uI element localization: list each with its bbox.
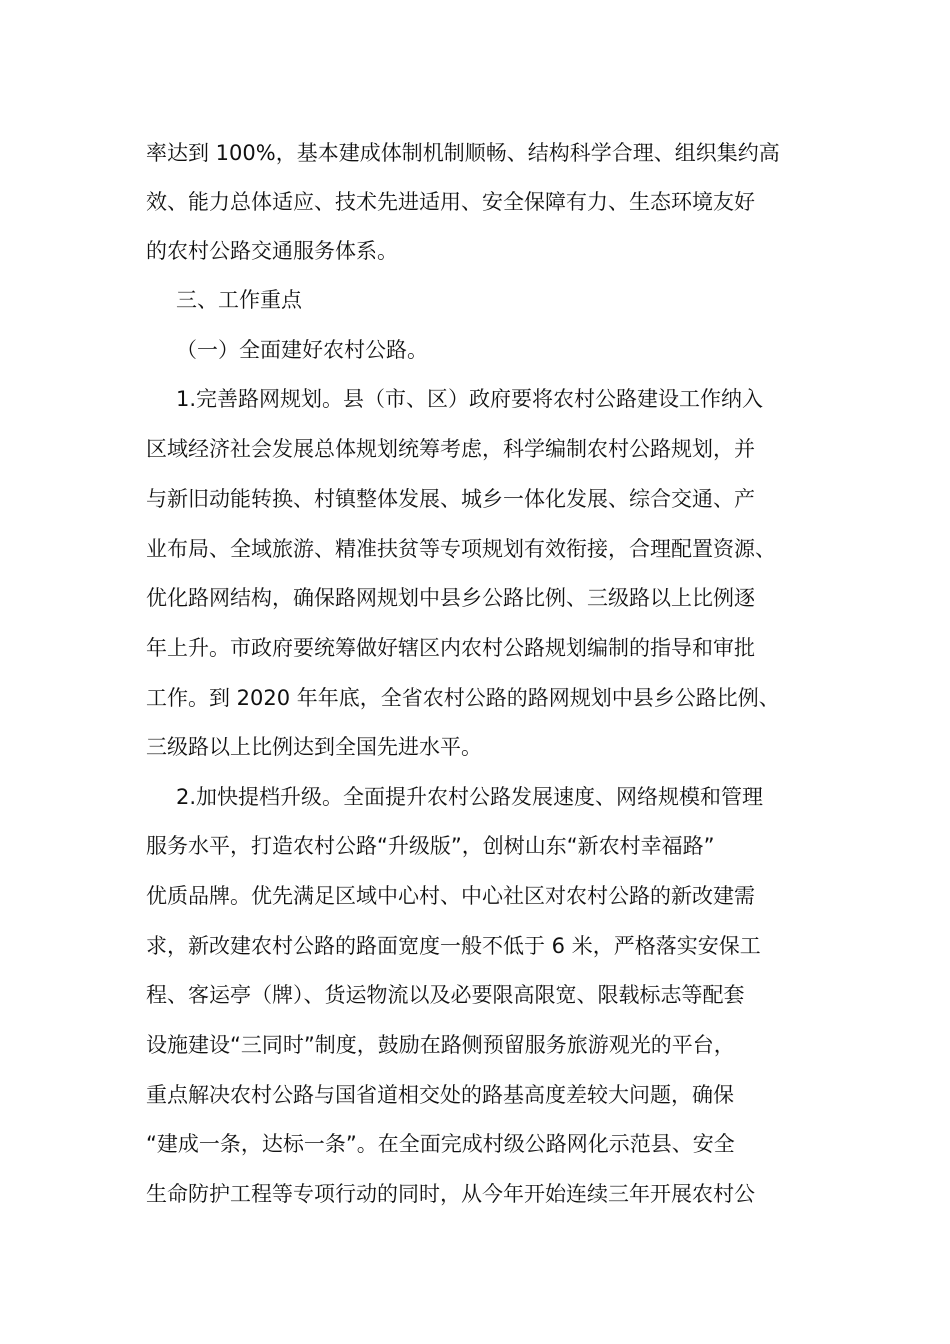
text-line: 服务水平，打造农村公路“升级版”，创树山东“新农村幸福路” — [146, 834, 715, 858]
text-line: 重点解决农村公路与国省道相交处的路基高度差较大问题，确保 — [146, 1083, 734, 1107]
text-line: 工作。到 2020 年年底，全省农村公路的路网规划中县乡公路比例、 — [146, 686, 780, 710]
text-line: 优化路网结构，确保路网规划中县乡公路比例、三级路以上比例逐 — [146, 586, 755, 610]
text-line: 区域经济社会发展总体规划统筹考虑，科学编制农村公路规划，并 — [146, 437, 755, 461]
text-line: 三级路以上比例达到全国先进水平。 — [146, 735, 482, 759]
text-line: 业布局、全域旅游、精准扶贫等专项规划有效衔接，合理配置资源、 — [146, 537, 776, 561]
text-line: 与新旧动能转换、村镇整体发展、城乡一体化发展、综合交通、产 — [146, 487, 755, 511]
text-line: 年上升。市政府要统筹做好辖区内农村公路规划编制的指导和审批 — [146, 636, 755, 660]
text-line: 率达到 100%，基本建成体制机制顺畅、结构科学合理、组织集约高 — [146, 141, 780, 165]
subsection-heading: （一）全面建好农村公路。 — [176, 338, 428, 362]
text-line: 2.加快提档升级。全面提升农村公路发展速度、网络规模和管理 — [176, 785, 764, 809]
section-heading: 三、工作重点 — [176, 288, 302, 312]
text-line: 1.完善路网规划。县（市、区）政府要将农村公路建设工作纳入 — [176, 387, 764, 411]
text-line: 优质品牌。优先满足区域中心村、中心社区对农村公路的新改建需 — [146, 884, 755, 908]
text-line: 生命防护工程等专项行动的同时，从今年开始连续三年开展农村公 — [146, 1182, 755, 1206]
text-line: “建成一条，达标一条”。在全面完成村级公路网化示范县、安全 — [146, 1132, 735, 1156]
text-line: 求，新改建农村公路的路面宽度一般不低于 6 米，严格落实安保工 — [146, 934, 761, 958]
text-line: 程、客运亭（牌）、货运物流以及必要限高限宽、限载标志等配套 — [146, 983, 745, 1007]
text-line: 的农村公路交通服务体系。 — [146, 239, 398, 263]
text-line: 效、能力总体适应、技术先进适用、安全保障有力、生态环境友好 — [146, 190, 755, 214]
text-line: 设施建设“三同时”制度，鼓励在路侧预留服务旅游观光的平台， — [146, 1033, 735, 1057]
